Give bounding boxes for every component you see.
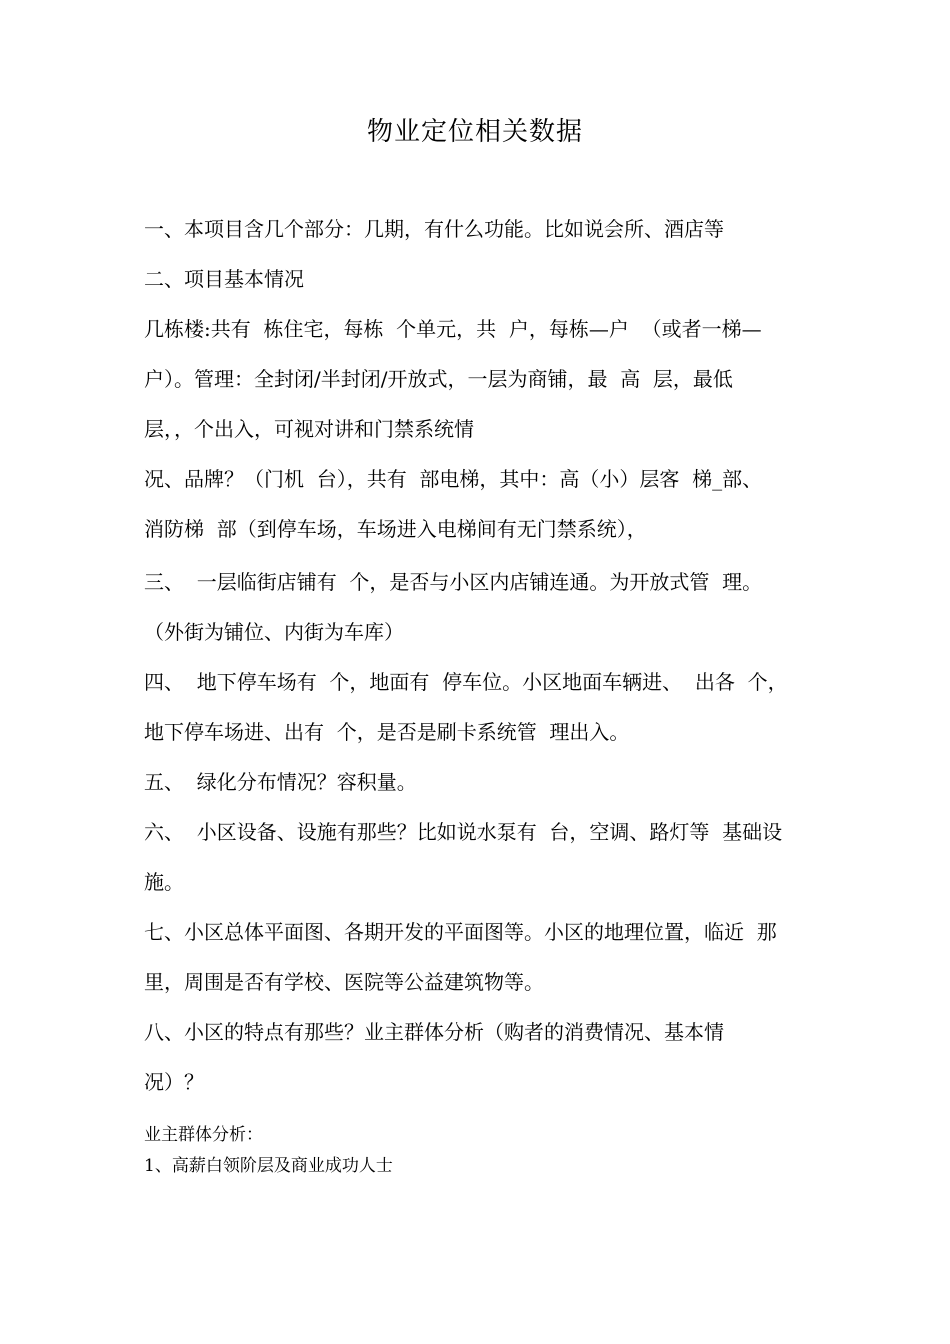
- document-title: 物业定位相关数据: [366, 117, 583, 147]
- owner-analysis-heading: 业主群体分析：: [144, 1125, 263, 1145]
- owner-analysis-item: 1、高薪白领阶层及商业成功人士: [144, 1156, 393, 1176]
- item-two-heading: 二、项目基本情况: [144, 267, 304, 291]
- item-two-line-3: 层，，个出入，可视对讲和门禁系统情: [144, 417, 474, 441]
- item-eight-line-2: 况）？: [144, 1070, 204, 1094]
- item-two-line-4: 况、品牌？（门机 台），共有 部电梯，其中：高（小）层客 梯_部、: [144, 467, 763, 491]
- item-three-line-2: （外街为铺位、内街为车库）: [144, 620, 404, 644]
- item-one: 一、本项目含几个部分：几期，有什么功能。比如说会所、酒店等: [144, 217, 724, 241]
- item-seven-line-2: 里，周围是否有学校、医院等公益建筑物等。: [144, 970, 544, 994]
- item-two-line-1: 几栋楼:共有 栋住宅，每栋 个单元，共 户，每栋—户 （或者一梯—: [144, 317, 762, 341]
- item-three-line-1: 三、 一层临街店铺有 个，是否与小区内店铺连通。为开放式管 理。: [144, 570, 763, 594]
- item-six-line-2: 施。: [144, 870, 184, 894]
- item-six-line-1: 六、 小区设备、设施有那些？比如说水泵有 台，空调、路灯等 基础设: [144, 820, 783, 844]
- item-four-line-1: 四、 地下停车场有 个，地面有 停车位。小区地面车辆进、 出各 个，: [144, 670, 788, 694]
- item-five: 五、 绿化分布情况？容积量。: [144, 770, 417, 794]
- item-eight-line-1: 八、小区的特点有那些？业主群体分析（购者的消费情况、基本情: [144, 1020, 724, 1044]
- item-two-line-5: 消防梯 部（到停车场，车场进入电梯间有无门禁系统），: [144, 517, 647, 541]
- item-four-line-2: 地下停车场进、出有 个，是否是刷卡系统管 理出入。: [144, 720, 630, 744]
- item-seven-line-1: 七、小区总体平面图、各期开发的平面图等。小区的地理位置，临近 那: [144, 920, 777, 944]
- item-two-line-2: 户）。管理：全封闭/半封闭/开放式，一层为商铺，最 高 层，最低: [144, 367, 733, 391]
